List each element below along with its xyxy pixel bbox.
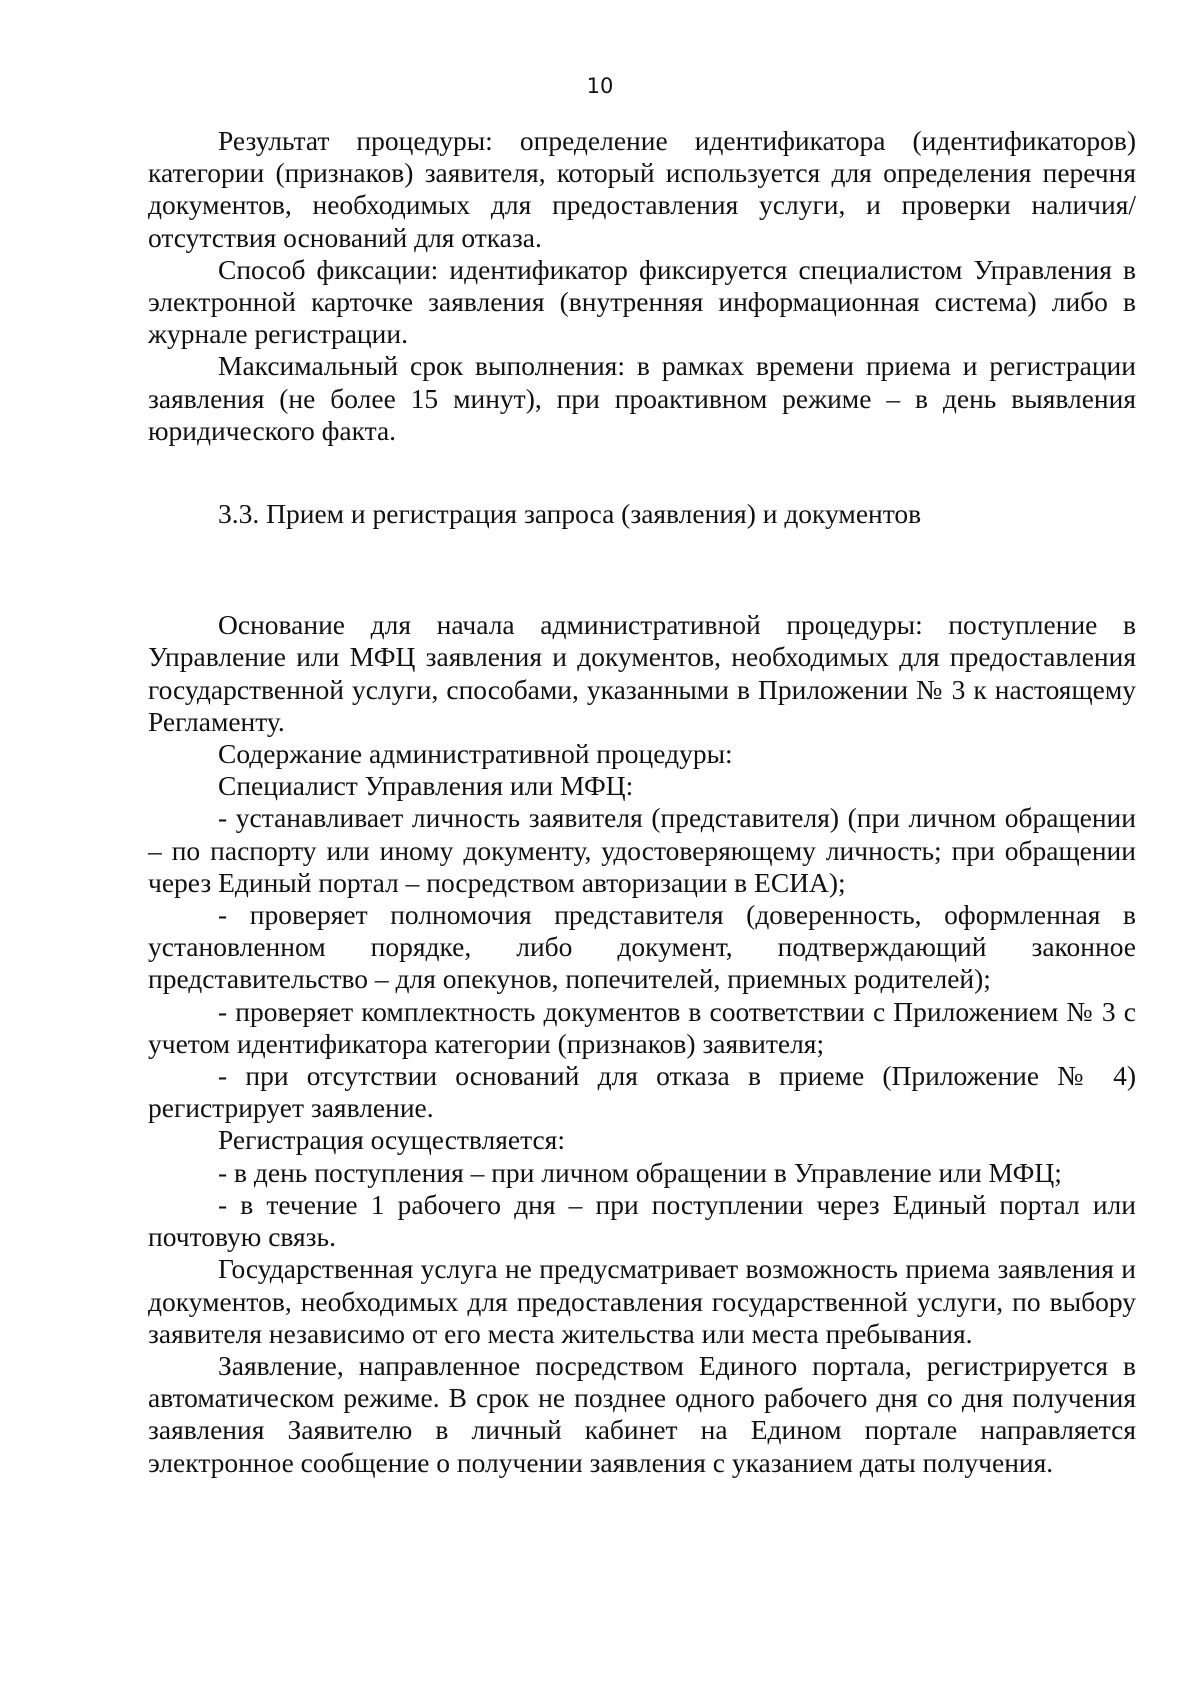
paragraph-specialist: Специалист Управления или МФЦ:: [218, 770, 634, 802]
section-heading: 3.3. Прием и регистрация запроса (заявления) и документов: [218, 498, 922, 530]
list-item-registration: - при отсутствии оснований для отказа в приеме (Приложение № 4) регистрирует заявление.: [148, 1060, 1136, 1124]
list-item-registration-same-day: - в день поступления – при личном обращении в Управление или МФЦ;: [218, 1156, 1062, 1188]
paragraph-fixation-method: Способ фиксации: идентификатор фиксируется специалистом Управления в электронной карточке заявления (внутренняя информационная система) либо в журнале регистрации.: [148, 253, 1136, 350]
list-item-completeness-check: - проверяет комплектность документов в соответствии с Приложением № 3 с учетом идентификатора категории (признаков) заявителя;: [148, 995, 1136, 1059]
list-item-identity-check: - устанавливает личность заявителя (представителя) (при личном обращении – по паспорту или иному документу, удостоверяющему личность; при обращении через Единый портал – посредством авторизации в ЕСИА);: [148, 802, 1136, 898]
page-number: 10: [586, 74, 614, 98]
paragraph-registration-performed: Регистрация осуществляется:: [218, 1124, 565, 1156]
list-item-registration-one-day: - в течение 1 рабочего дня – при поступлении через Единый портал или почтовую связь.: [148, 1188, 1136, 1253]
paragraph-portal-registration: Заявление, направленное посредством Единого портала, регистрируется в автоматическом режиме. В срок не позднее одного рабочего дня со дня получения заявления Заявителю в личный кабинет на Едином портале направляется электронное сообщение о получении заявления с указанием даты получения.: [148, 1349, 1136, 1478]
document-body: [148, 125, 1136, 1479]
paragraph-procedure-basis: Основание для начала административной процедуры: поступление в Управление или МФЦ заявления и документов, необходимых для предоставления государственной услуги, способами, указанными в Приложении № 3 к настоящему Регламенту.: [148, 609, 1136, 737]
paragraph-procedure-content: Содержание административной процедуры:: [218, 738, 733, 770]
paragraph-max-duration: Максимальный срок выполнения: в рамках времени приема и регистрации заявления (не более 15 минут), при проактивном режиме – в день выявления юридического факта.: [148, 350, 1136, 446]
paragraph-extraterritorial: Государственная услуга не предусматривает возможность приема заявления и документов, необходимых для предоставления государственной услуги, по выбору заявителя независимо от его места жительства или места пребывания.: [148, 1253, 1136, 1349]
list-item-authority-check: - проверяет полномочия представителя (доверенность, оформленная в установленном порядке, либо документ, подтверждающий законное представительство – для опекунов, попечителей, приемных родителей);: [148, 899, 1136, 995]
paragraph-procedure-result: Результат процедуры: определение идентификатора (идентификаторов) категории (признаков) заявителя, который используется для определения перечня документов, необходимых для предоставления услуги, и проверки наличия/отсутствия оснований для отказа.: [148, 125, 1136, 253]
